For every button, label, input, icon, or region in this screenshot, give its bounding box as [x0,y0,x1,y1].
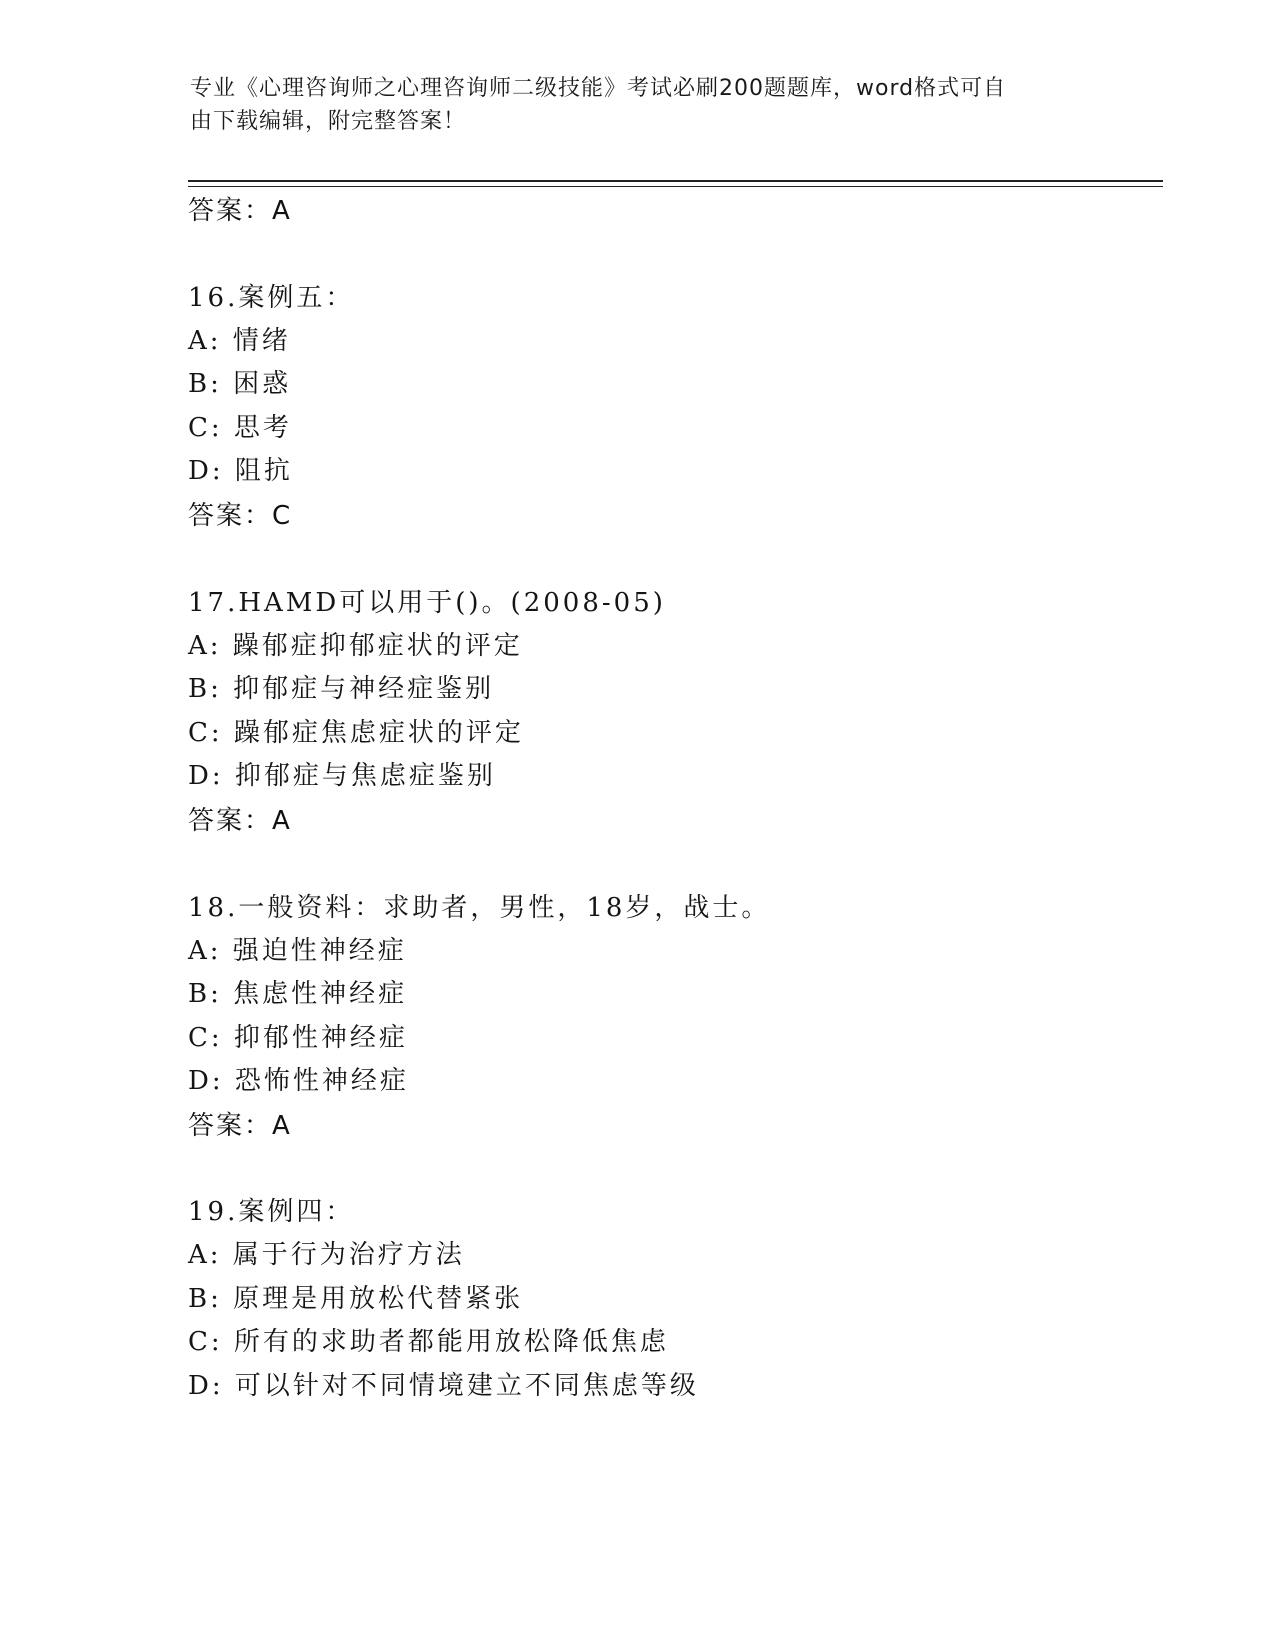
option-b: B: 抑郁症与神经症鉴别 [188,674,495,704]
answer-line: 答案：A [188,1111,292,1141]
question-title: 16.案例五： [188,283,355,313]
option-c: C: 思考 [188,413,292,443]
question-title: 19.案例四： [188,1197,355,1227]
option-b: B: 原理是用放松代替紧张 [188,1284,524,1314]
option-d: D: 恐怖性神经症 [188,1066,409,1096]
header-line-2: 由下载编辑，附完整答案！ [190,109,467,134]
option-c: C: 所有的求助者都能用放松降低焦虑 [188,1327,669,1357]
option-a: A: 强迫性神经症 [188,936,407,966]
option-a: A: 躁郁症抑郁症状的评定 [188,631,523,661]
option-b: B: 困惑 [188,369,292,399]
option-d: D: 阻抗 [188,456,293,486]
option-a: A: 情绪 [188,326,291,356]
answer-line: 答案：A [188,806,292,836]
option-b: B: 焦虑性神经症 [188,979,408,1009]
question-title: 17.HAMD可以用于()。(2008-05) [188,588,666,618]
option-d: D: 可以针对不同情境建立不同焦虑等级 [188,1371,699,1401]
option-d: D: 抑郁症与焦虑症鉴别 [188,761,496,791]
question-title: 18.一般资料：求助者，男性，18岁，战士。 [188,893,771,923]
header-divider-thick [188,180,1163,182]
option-c: C: 抑郁性神经症 [188,1023,408,1053]
answer-line: 答案：C [188,501,293,531]
answer-line: 答案：A [188,196,292,226]
option-a: A: 属于行为治疗方法 [188,1240,465,1270]
document-header [190,72,1090,138]
header-line-1: 专业《心理咨询师之心理咨询师二级技能》考试必刷200题题库，word格式可自 [190,76,1007,101]
option-c: C: 躁郁症焦虑症状的评定 [188,718,524,748]
header-divider-thin [188,186,1163,187]
